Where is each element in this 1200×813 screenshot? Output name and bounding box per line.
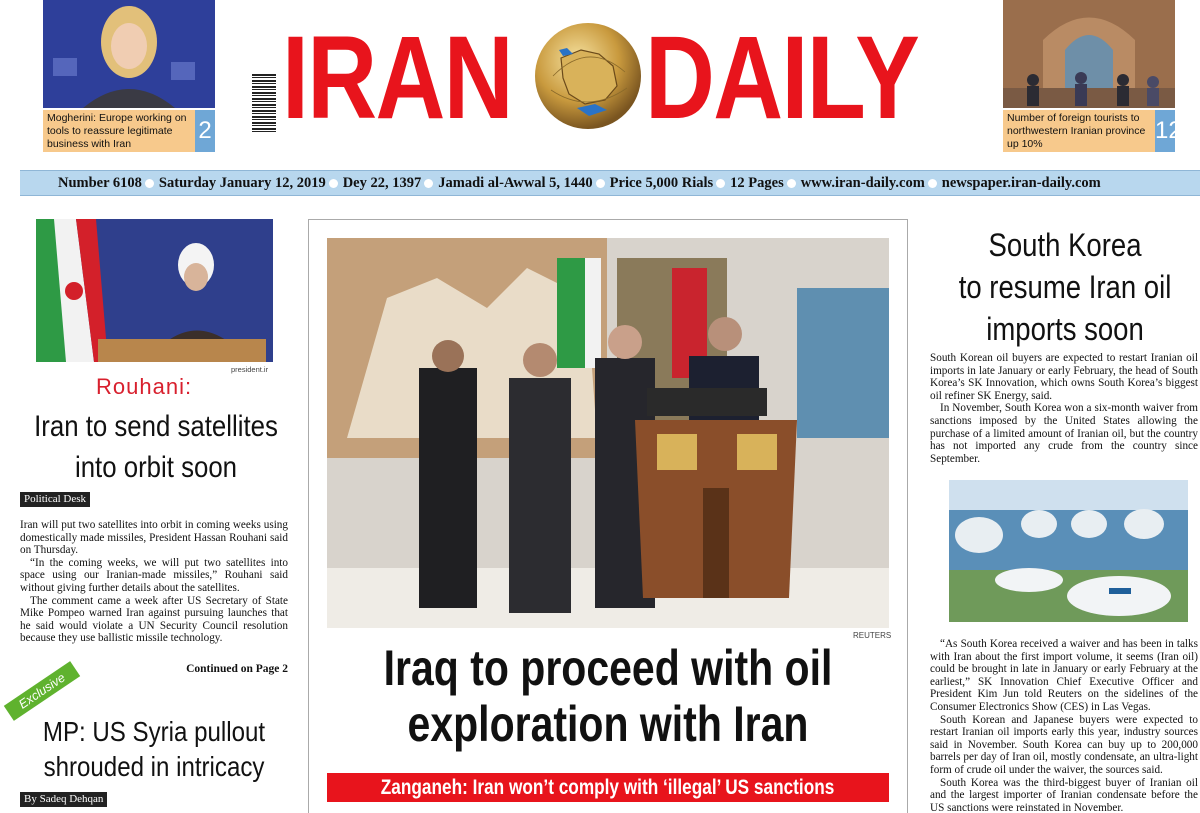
- paragraph: South Korea was the third-biggest buyer of Iranian oil and the largest importer of Iranian condensate before the US sanctions were reinstated in November.: [930, 776, 1198, 813]
- tourists-photo: [1003, 0, 1175, 108]
- mp-headline[interactable]: [25, 714, 283, 784]
- logo-word-daily: DAILY: [645, 12, 919, 144]
- headline-line: to resume Iran oil: [958, 269, 1172, 305]
- teaser-right[interactable]: [1003, 0, 1182, 152]
- subheadline-text: Zanganeh: Iran won’t comply with ‘illegal’ US sanctions: [381, 776, 835, 799]
- headline-line: MP: US Syria pullout: [42, 716, 266, 747]
- teaser-left[interactable]: [43, 0, 215, 152]
- desk-label: Political Desk: [20, 492, 90, 507]
- logo-word-iran: IRAN: [282, 12, 512, 144]
- photo-credit: REUTERS: [853, 631, 892, 640]
- mogherini-photo: [43, 0, 215, 108]
- headline-line: into orbit soon: [74, 451, 238, 484]
- paragraph: “As South Korea received a waiver and has been in talks with Iran about the first import volume, it seems (Iran oil) could be brought in late in January or early February at the earliest,” SK Innovation Chief Executive Officer and President Kim Jun told Reuters on the sidelines of the Consumer Electronics Show (CES) in Las Vegas.: [930, 638, 1198, 713]
- paragraph: In November, South Korea won a six-month waiver from sanctions imposed by the United States allowing the purchase of a limited amount of Iranian oil, but the country has not imported any crude from the country since September.: [930, 402, 1198, 465]
- epaper-link[interactable]: newspaper.iran-daily.com: [941, 174, 1101, 191]
- oil-tanks-photo: [949, 480, 1188, 622]
- website-link[interactable]: www.iran-daily.com: [800, 174, 925, 191]
- lead-story-photo: [327, 238, 889, 628]
- headline-line: South Korea: [988, 227, 1142, 263]
- photo-credit: president.ir: [231, 365, 269, 374]
- korea-article-body: [930, 352, 1198, 465]
- teaser-left-page-number: 2: [195, 110, 215, 152]
- rouhani-headline[interactable]: [27, 406, 285, 488]
- globe-logo-icon: [533, 20, 643, 132]
- issue-number: Number 6108: [58, 174, 142, 191]
- rouhani-kicker: Rouhani:: [96, 374, 193, 399]
- paragraph: “In the coming weeks, we will put two satellites into space using our Iranian-made missiles,” Rouhani said without giving further details about the satellites.: [20, 556, 288, 594]
- exclusive-badge: Exclusive: [4, 661, 80, 721]
- separator-dot-icon: [145, 179, 154, 188]
- separator-dot-icon: [329, 179, 338, 188]
- teaser-left-caption: Mogherini: Europe working on tools to reassure legitimate business with Iran: [43, 110, 195, 152]
- lead-headline[interactable]: [370, 640, 846, 752]
- separator-dot-icon: [716, 179, 725, 188]
- info-bar: [20, 170, 1200, 196]
- barcode: [252, 74, 276, 132]
- paragraph: Iran will put two satellites into orbit in coming weeks using domestically made missiles, President Hassan Rouhani said on Thursday.: [20, 519, 288, 557]
- paragraph: The comment came a week after US Secretary of State Mike Pompeo warned Iran against pursuing launches that he said would violate a UN Security Council resolution because they use ballistic missile technology.: [20, 594, 288, 645]
- separator-dot-icon: [928, 179, 937, 188]
- headline-line: shrouded in intricacy: [43, 751, 265, 782]
- separator-dot-icon: [787, 179, 796, 188]
- issue-date-persian: Dey 22, 1397: [342, 174, 422, 191]
- korea-article-body-continued: [930, 638, 1198, 813]
- korea-headline[interactable]: [940, 224, 1189, 350]
- lead-subheadline: [327, 773, 889, 802]
- separator-dot-icon: [596, 179, 605, 188]
- teaser-right-page-number: 12: [1155, 110, 1175, 152]
- issue-date-hijri: Jamadi al-Awwal 5, 1440: [438, 174, 593, 191]
- headline-line: Iraq to proceed with oil: [383, 640, 833, 696]
- teaser-right-caption: Number of foreign tourists to northwestern Iranian province up 10%: [1003, 110, 1155, 152]
- rouhani-article-body: [20, 519, 288, 645]
- headline-line: Iran to send satellites: [34, 410, 278, 443]
- headline-line: imports soon: [986, 311, 1144, 347]
- separator-dot-icon: [424, 179, 433, 188]
- continued-link[interactable]: Continued on Page 2: [186, 663, 288, 675]
- headline-line: exploration with Iran: [407, 696, 809, 752]
- byline: By Sadeq Dehqan: [20, 792, 107, 807]
- rouhani-photo: [36, 219, 273, 362]
- page-count: 12 Pages: [730, 174, 784, 191]
- paragraph: South Korean oil buyers are expected to restart Iranian oil imports in late January or early February, the head of South Korea’s SK Innovation, which owns South Korea’s biggest oil refiner SK Energy, said.: [930, 352, 1198, 402]
- issue-price: Price 5,000 Rials: [609, 174, 714, 191]
- issue-date-gregorian: Saturday January 12, 2019: [158, 174, 326, 191]
- paragraph: South Korean and Japanese buyers were expected to restart Iranian oil imports early this year, industry sources said in November. South Korea can buy up to 200,000 barrels per day of Iran oil, mostly condensate, an ultra-light form of crude oil under the waiver, the sources said.: [930, 713, 1198, 776]
